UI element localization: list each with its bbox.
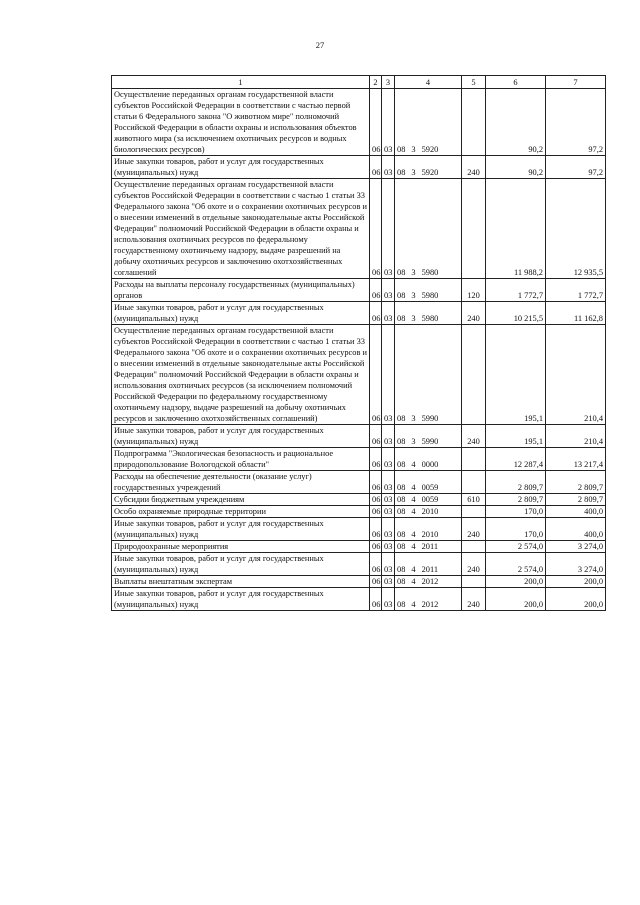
section-code: 06 bbox=[370, 588, 382, 611]
program-code: 08 bbox=[397, 542, 406, 551]
row-description: Иные закупки товаров, работ и услуг для государственных (муниципальных) нужд bbox=[112, 553, 370, 576]
expense-type-code bbox=[462, 179, 486, 279]
table-row bbox=[112, 576, 606, 588]
row-description: Подпрограмма "Экологическая безопасность и рациональное природопользование Вологодской области" bbox=[112, 448, 370, 471]
section-code: 06 bbox=[370, 179, 382, 279]
amount-col-6: 170,0 bbox=[486, 506, 546, 518]
target-article-code bbox=[395, 494, 462, 506]
direction-code: 5980 bbox=[421, 314, 439, 323]
expense-type-code bbox=[462, 448, 486, 471]
direction-code: 2010 bbox=[421, 530, 439, 539]
amount-col-6: 2 574,0 bbox=[486, 541, 546, 553]
subsection-code: 03 bbox=[382, 471, 395, 494]
program-code: 08 bbox=[397, 460, 406, 469]
row-description: Расходы на обеспечение деятельности (оказание услуг) государственных учреждений bbox=[112, 471, 370, 494]
direction-code: 2012 bbox=[421, 577, 439, 586]
row-description: Осуществление переданных органам государственной власти субъектов Российской Федерации в соответствии с частью 1 статьи 33 Федерального закона "Об охоте и о сохранении охотничьих ресурсов и о внесении изменений в отдельные законодательные акты Российской Федерации" полномочий Российской Федерации в области охраны и использования охотничьих ресурсов по федеральному государственному охотничьему надзору, выдаче разрешений на добычу охотничьих ресурсов и заключению охотхозяйственных соглашений bbox=[112, 179, 370, 279]
row-description: Осуществление переданных органам государственной власти субъектов Российской Федерации в соответствии с частью 1 статьи 33 Федерального закона "Об охоте и о сохранении охотничьих ресурсов и о внесении изменений в отдельные законодательные акты Российской Федерации" полномочий Российской Федерации в области охраны и использования охотничьих ресурсов (за исключением полномочий Российской Федерации по федеральному государственному охотничьему надзору, выдаче разрешений на добычу охотничьих ресурсов и заключению охотхозяйственных соглашений) bbox=[112, 325, 370, 425]
subprogram-code: 4 bbox=[411, 542, 416, 551]
header-cell: 5 bbox=[462, 76, 486, 89]
subsection-code: 03 bbox=[382, 518, 395, 541]
table-row bbox=[112, 448, 606, 471]
direction-code: 0059 bbox=[421, 483, 439, 492]
section-code: 06 bbox=[370, 156, 382, 179]
subprogram-code: 4 bbox=[411, 565, 416, 574]
section-code: 06 bbox=[370, 279, 382, 302]
direction-code: 5920 bbox=[421, 168, 439, 177]
target-article-code bbox=[395, 553, 462, 576]
target-article-code bbox=[395, 448, 462, 471]
table-row bbox=[112, 425, 606, 448]
amount-col-7: 210,4 bbox=[546, 425, 606, 448]
program-code: 08 bbox=[397, 145, 406, 154]
row-description: Иные закупки товаров, работ и услуг для государственных (муниципальных) нужд bbox=[112, 156, 370, 179]
row-description: Иные закупки товаров, работ и услуг для государственных (муниципальных) нужд bbox=[112, 302, 370, 325]
subprogram-code: 3 bbox=[411, 314, 416, 323]
target-article-code bbox=[395, 325, 462, 425]
direction-code: 5990 bbox=[421, 414, 439, 423]
program-code: 08 bbox=[397, 168, 406, 177]
table-row bbox=[112, 494, 606, 506]
header-row bbox=[112, 76, 606, 89]
table-body bbox=[112, 89, 606, 611]
budget-table bbox=[111, 75, 606, 611]
target-article-code bbox=[395, 179, 462, 279]
amount-col-7: 97,2 bbox=[546, 89, 606, 156]
program-code: 08 bbox=[397, 565, 406, 574]
subprogram-code: 4 bbox=[411, 495, 416, 504]
subprogram-code: 4 bbox=[411, 530, 416, 539]
target-article-code bbox=[395, 471, 462, 494]
subsection-code: 03 bbox=[382, 279, 395, 302]
direction-code: 5980 bbox=[421, 268, 439, 277]
direction-code: 2012 bbox=[421, 600, 439, 609]
row-description: Иные закупки товаров, работ и услуг для государственных (муниципальных) нужд bbox=[112, 518, 370, 541]
program-code: 08 bbox=[397, 483, 406, 492]
table-row bbox=[112, 518, 606, 541]
target-article-code bbox=[395, 302, 462, 325]
expense-type-code bbox=[462, 89, 486, 156]
amount-col-7: 200,0 bbox=[546, 576, 606, 588]
subprogram-code: 4 bbox=[411, 507, 416, 516]
subsection-code: 03 bbox=[382, 588, 395, 611]
expense-type-code: 240 bbox=[462, 588, 486, 611]
expense-type-code bbox=[462, 325, 486, 425]
row-description: Выплаты внештатным экспертам bbox=[112, 576, 370, 588]
expense-type-code: 240 bbox=[462, 518, 486, 541]
amount-col-7: 2 809,7 bbox=[546, 494, 606, 506]
table-row bbox=[112, 506, 606, 518]
amount-col-7: 3 274,0 bbox=[546, 541, 606, 553]
amount-col-6: 195,1 bbox=[486, 425, 546, 448]
amount-col-6: 90,2 bbox=[486, 156, 546, 179]
section-code: 06 bbox=[370, 518, 382, 541]
direction-code: 5920 bbox=[421, 145, 439, 154]
amount-col-6: 12 287,4 bbox=[486, 448, 546, 471]
section-code: 06 bbox=[370, 302, 382, 325]
row-description: Иные закупки товаров, работ и услуг для государственных (муниципальных) нужд bbox=[112, 588, 370, 611]
program-code: 08 bbox=[397, 437, 406, 446]
table-row bbox=[112, 588, 606, 611]
subprogram-code: 3 bbox=[411, 437, 416, 446]
row-description: Субсидии бюджетным учреждениям bbox=[112, 494, 370, 506]
header-cell: 6 bbox=[486, 76, 546, 89]
program-code: 08 bbox=[397, 577, 406, 586]
target-article-code bbox=[395, 89, 462, 156]
section-code: 06 bbox=[370, 325, 382, 425]
header-cell: 4 bbox=[395, 76, 462, 89]
table-row bbox=[112, 553, 606, 576]
amount-col-7: 210,4 bbox=[546, 325, 606, 425]
table-row bbox=[112, 471, 606, 494]
expense-type-code: 240 bbox=[462, 156, 486, 179]
direction-code: 0000 bbox=[421, 460, 439, 469]
row-description: Расходы на выплаты персоналу государственных (муниципальных) органов bbox=[112, 279, 370, 302]
direction-code: 5980 bbox=[421, 291, 439, 300]
amount-col-6: 200,0 bbox=[486, 588, 546, 611]
row-description: Иные закупки товаров, работ и услуг для государственных (муниципальных) нужд bbox=[112, 425, 370, 448]
program-code: 08 bbox=[397, 314, 406, 323]
subsection-code: 03 bbox=[382, 494, 395, 506]
header-cell: 3 bbox=[382, 76, 395, 89]
amount-col-6: 2 809,7 bbox=[486, 471, 546, 494]
subsection-code: 03 bbox=[382, 89, 395, 156]
section-code: 06 bbox=[370, 541, 382, 553]
program-code: 08 bbox=[397, 495, 406, 504]
expense-type-code bbox=[462, 576, 486, 588]
subprogram-code: 4 bbox=[411, 577, 416, 586]
amount-col-6: 11 988,2 bbox=[486, 179, 546, 279]
section-code: 06 bbox=[370, 425, 382, 448]
program-code: 08 bbox=[397, 414, 406, 423]
direction-code: 2010 bbox=[421, 507, 439, 516]
header-cell: 7 bbox=[546, 76, 606, 89]
subprogram-code: 3 bbox=[411, 168, 416, 177]
amount-col-6: 195,1 bbox=[486, 325, 546, 425]
amount-col-6: 2 574,0 bbox=[486, 553, 546, 576]
subsection-code: 03 bbox=[382, 506, 395, 518]
subsection-code: 03 bbox=[382, 425, 395, 448]
subprogram-code: 4 bbox=[411, 483, 416, 492]
table-row bbox=[112, 279, 606, 302]
target-article-code bbox=[395, 425, 462, 448]
expense-type-code: 240 bbox=[462, 302, 486, 325]
direction-code: 2011 bbox=[421, 565, 439, 574]
amount-col-7: 2 809,7 bbox=[546, 471, 606, 494]
expense-type-code bbox=[462, 541, 486, 553]
table-row bbox=[112, 156, 606, 179]
subsection-code: 03 bbox=[382, 302, 395, 325]
header-cell: 2 bbox=[370, 76, 382, 89]
expense-type-code: 610 bbox=[462, 494, 486, 506]
row-description: Особо охраняемые природные территории bbox=[112, 506, 370, 518]
subprogram-code: 3 bbox=[411, 145, 416, 154]
amount-col-7: 12 935,5 bbox=[546, 179, 606, 279]
amount-col-6: 10 215,5 bbox=[486, 302, 546, 325]
subsection-code: 03 bbox=[382, 553, 395, 576]
subsection-code: 03 bbox=[382, 156, 395, 179]
subprogram-code: 4 bbox=[411, 460, 416, 469]
program-code: 08 bbox=[397, 507, 406, 516]
target-article-code bbox=[395, 588, 462, 611]
page-number: 27 bbox=[315, 40, 325, 50]
amount-col-6: 170,0 bbox=[486, 518, 546, 541]
amount-col-7: 97,2 bbox=[546, 156, 606, 179]
table-row bbox=[112, 179, 606, 279]
amount-col-7: 200,0 bbox=[546, 588, 606, 611]
subsection-code: 03 bbox=[382, 448, 395, 471]
target-article-code bbox=[395, 576, 462, 588]
subsection-code: 03 bbox=[382, 576, 395, 588]
subsection-code: 03 bbox=[382, 541, 395, 553]
section-code: 06 bbox=[370, 448, 382, 471]
direction-code: 5990 bbox=[421, 437, 439, 446]
amount-col-7: 1 772,7 bbox=[546, 279, 606, 302]
expense-type-code: 120 bbox=[462, 279, 486, 302]
expense-type-code: 240 bbox=[462, 553, 486, 576]
target-article-code bbox=[395, 156, 462, 179]
section-code: 06 bbox=[370, 576, 382, 588]
amount-col-7: 13 217,4 bbox=[546, 448, 606, 471]
program-code: 08 bbox=[397, 530, 406, 539]
section-code: 06 bbox=[370, 506, 382, 518]
expense-type-code bbox=[462, 471, 486, 494]
amount-col-6: 200,0 bbox=[486, 576, 546, 588]
subprogram-code: 3 bbox=[411, 291, 416, 300]
row-description: Природоохранные мероприятия bbox=[112, 541, 370, 553]
row-description: Осуществление переданных органам государственной власти субъектов Российской Федерации в соответствии с частью первой статьи 6 Федерального закона "О животном мире" полномочий Российской Федерации в области охраны и использования объектов животного мира (за исключением охотничьих ресурсов и водных биологических ресурсов) bbox=[112, 89, 370, 156]
section-code: 06 bbox=[370, 494, 382, 506]
amount-col-7: 3 274,0 bbox=[546, 553, 606, 576]
expense-type-code: 240 bbox=[462, 425, 486, 448]
program-code: 08 bbox=[397, 291, 406, 300]
header-cell: 1 bbox=[112, 76, 370, 89]
target-article-code bbox=[395, 518, 462, 541]
amount-col-7: 11 162,8 bbox=[546, 302, 606, 325]
table-row bbox=[112, 541, 606, 553]
subprogram-code: 4 bbox=[411, 600, 416, 609]
expense-type-code bbox=[462, 506, 486, 518]
direction-code: 2011 bbox=[421, 542, 439, 551]
target-article-code bbox=[395, 279, 462, 302]
amount-col-7: 400,0 bbox=[546, 506, 606, 518]
amount-col-6: 1 772,7 bbox=[486, 279, 546, 302]
amount-col-7: 400,0 bbox=[546, 518, 606, 541]
section-code: 06 bbox=[370, 471, 382, 494]
program-code: 08 bbox=[397, 600, 406, 609]
target-article-code bbox=[395, 506, 462, 518]
section-code: 06 bbox=[370, 89, 382, 156]
subsection-code: 03 bbox=[382, 179, 395, 279]
amount-col-6: 2 809,7 bbox=[486, 494, 546, 506]
subprogram-code: 3 bbox=[411, 414, 416, 423]
table-row bbox=[112, 325, 606, 425]
amount-col-6: 90,2 bbox=[486, 89, 546, 156]
program-code: 08 bbox=[397, 268, 406, 277]
section-code: 06 bbox=[370, 553, 382, 576]
subprogram-code: 3 bbox=[411, 268, 416, 277]
target-article-code bbox=[395, 541, 462, 553]
direction-code: 0059 bbox=[421, 495, 439, 504]
table-row bbox=[112, 302, 606, 325]
table-row bbox=[112, 89, 606, 156]
subsection-code: 03 bbox=[382, 325, 395, 425]
